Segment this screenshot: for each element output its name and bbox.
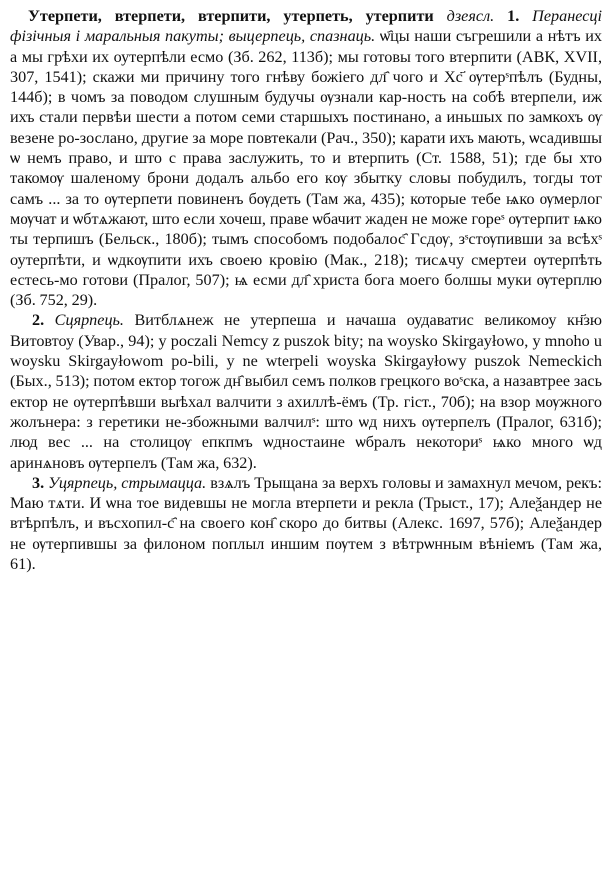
sense-number: 3: [32, 473, 41, 492]
sense-citations: Витблѧнеж не утерпеша и начаша оудаватис великомоу кн҃зю Витовтоу (Увар., 94); y poczali Nemcy z puszok bity; na woysko Skirgayłowo, y mnoho u woysku Skirgayłowom po-bili, y ne wterpeli woyska Skirgayłowy puszok Nemeckich (Бых., 513); потом ектор тогож дн҄ выбил семъ полков грецкого воˢска, а назавтрее зась ектор не ѹтерпѣвши выѣхал валчити з ахиллѣ-ёмъ (Тр. гіст., 70б); на взор мѹжного жолънера: з геретики не-збожными валчилˢ: што ѡд нихъ ѹтерпелъ (Пралог, 631б); люд вес ... на столицѹ епкпмъ ѡдностаине ѡбралъ некоториˢ ѩко много ѡд аринѧновъ ѹтерпелъ (Там жа, 632).: [10, 311, 603, 472]
entry-sense-3: 3. Уцярпець, стрымацца. взѧлъ Трыщана за верхъ головы и замахнул мечом, рекъ: Маю тѧти. И ѡна тое видевшы не могла втерпети и рекла (Трыст., 17); Алеѯандер не втѣрпѣлъ, и въсхопил-с҄ на своего кон҄ скоро до битвы (Алекс. 1697, 57б); Алеѯандер не ѹтерпившы за филоном поплыл иншим пѹтем з вѣтрѡнным вѣніемъ (Там жа, 61).: [10, 473, 603, 574]
sense-number: 1: [507, 7, 516, 25]
sense-citations: взѧлъ Трыщана за верхъ головы и замахнул мечом, рекъ: Маю тѧти. И ѡна тое видевшы не могла втерпети и рекла (Трыст., 17); Алеѯандер не втѣрпѣлъ, и въсхопил-с҄ на своего кон҄ скоро до битвы (Алекс. 1697, 57б); Алеѯандер не ѹтерпившы за филоном поплыл иншим пѹтем з вѣтрѡнным вѣніемъ (Там жа, 61).: [10, 473, 603, 574]
part-of-speech: дзеясл.: [446, 7, 495, 25]
sense-gloss: Сцярпець.: [54, 311, 124, 330]
entry-sense-2: 2. Сцярпець. Витблѧнеж не утерпеша и начаша оудаватис великомоу кн҃зю Витовтоу (Увар., 94); y poczali Nemcy z puszok bity; na woysko Skirgayłowo, y mnoho u woysku Skirgayłowom po-bili, y ne wterpeli woyska Skirgayłowy puszok Nemeckich (Бых., 513); потом ектор тогож дн҄ выбил семъ полков грецкого воˢска, а назавтрее зась ектор не ѹтерпѣвши выѣхал валчити з ахиллѣ-ёмъ (Тр. гіст., 70б); на взор мѹжного жолънера: з геретики не-збожными валчилˢ: што ѡд нихъ ѹтерпелъ (Пралог, 631б); люд вес ... на столицѹ епкпмъ ѡдностаине ѡбралъ некоториˢ ѩко много ѡд аринѧновъ ѹтерпелъ (Там жа, 632).: [10, 311, 603, 472]
entry-sense-1: Утерпети, втерпети, втерпити, утерпеть, утерпити дзеясл. 1. Перанесці фізічныя і маральныя пакуты; выцерпець, спазнаць. ѡ҄цы наши съгрешили а нѣтъ их а мы грѣхи их оутерпѣли есмо (Зб. 262, 113б); мы готовы того втерпити (АВК, XVII, 307, 1541); скажи ми причину того гнѣву божіего дл҄ чого и Хс҃ ѹтерˢпѣлъ (Будны, 144б); в чомъ за поводом слушным будучы ѹзнали кар-ность на собѣ втерпели, иж ихъ стали первѣи шести а потом семи старшыхъ постинано, а иньшых по замкохъ ѹ везене ро-зослано, другие за море повтекали (Рач., 350); карати ихъ мають, ѡсадившы ѡ немъ право, и што с права заслужить, то и втерпить (Ст. 1588, 51); где бы хто такомѹ шаленому брони додалъ альбо его кѹ збытку словы побудилъ, тогды тот самъ ... за то ѹтерпети повиненъ бѹдеть (Там жа, 435); которые тебе ѩко ѹмерлог мѹчат и ѡбтѧжают, што если хочеш, праве ѡбачит жаден не може гореˢ ѹтерпит ѩко ты терпишъ (Бельск., 180б); тымъ способомъ подобалос҄ Гсдѹ, зˢстѹпивши за всѣхˢ оутерпѣти, и ѡдкѹпити ихъ своею кровію (Мак., 218); тисѧчу смертеи ѹтерпѣть естесь-мо готови (Пралог, 507); ѩ есми дл҄ христа бога моего болшы муки ѹтерплю (Зб. 752, 29).: [10, 7, 603, 310]
sense-gloss: Перанесці фізічныя і маральныя пакуты; выцерпець, спазнаць.: [10, 7, 603, 46]
headword: Утерпети, втерпети, втерпити, утерпеть, утерпити: [28, 7, 434, 25]
sense-number: 2: [32, 311, 41, 330]
sense-citations: ѡ҄цы наши съгрешили а нѣтъ их а мы грѣхи их оутерпѣли есмо (Зб. 262, 113б); мы готовы того втерпити (АВК, XVII, 307, 1541); скажи ми причину того гнѣву божіего дл҄ чого и Хс҃ ѹтерˢпѣлъ (Будны, 144б); в чомъ за поводом слушным будучы ѹзнали кар-ность на собѣ втерпели, иж ихъ стали первѣи шести а потом семи старшыхъ постинано, а иньшых по замкохъ ѹ везене ро-зослано, другие за море повтекали (Рач., 350); карати ихъ мають, ѡсадившы ѡ немъ право, и што с права заслужить, то и втерпить (Ст. 1588, 51); где бы хто такомѹ шаленому брони додалъ альбо его кѹ збытку словы побудилъ, тогды тот самъ ... за то ѹтерпети повиненъ бѹдеть (Там жа, 435); которые тебе ѩко ѹмерлог мѹчат и ѡбтѧжают, што если хочеш, праве ѡбачит жаден не може гореˢ ѹтерпит ѩко ты терпишъ (Бельск., 180б); тымъ способомъ подобалос҄ Гсдѹ, зˢстѹпивши за всѣхˢ оутерпѣти, и ѡдкѹпити ихъ своею кровію (Мак., 218); тисѧчу смертеи ѹтерпѣть естесь-мо готови (Пралог, 507); ѩ есми дл҄ христа бога моего болшы муки ѹтерплю (Зб. 752, 29).: [10, 27, 602, 310]
sense-gloss: Уцярпець, стрымацца.: [48, 473, 207, 492]
